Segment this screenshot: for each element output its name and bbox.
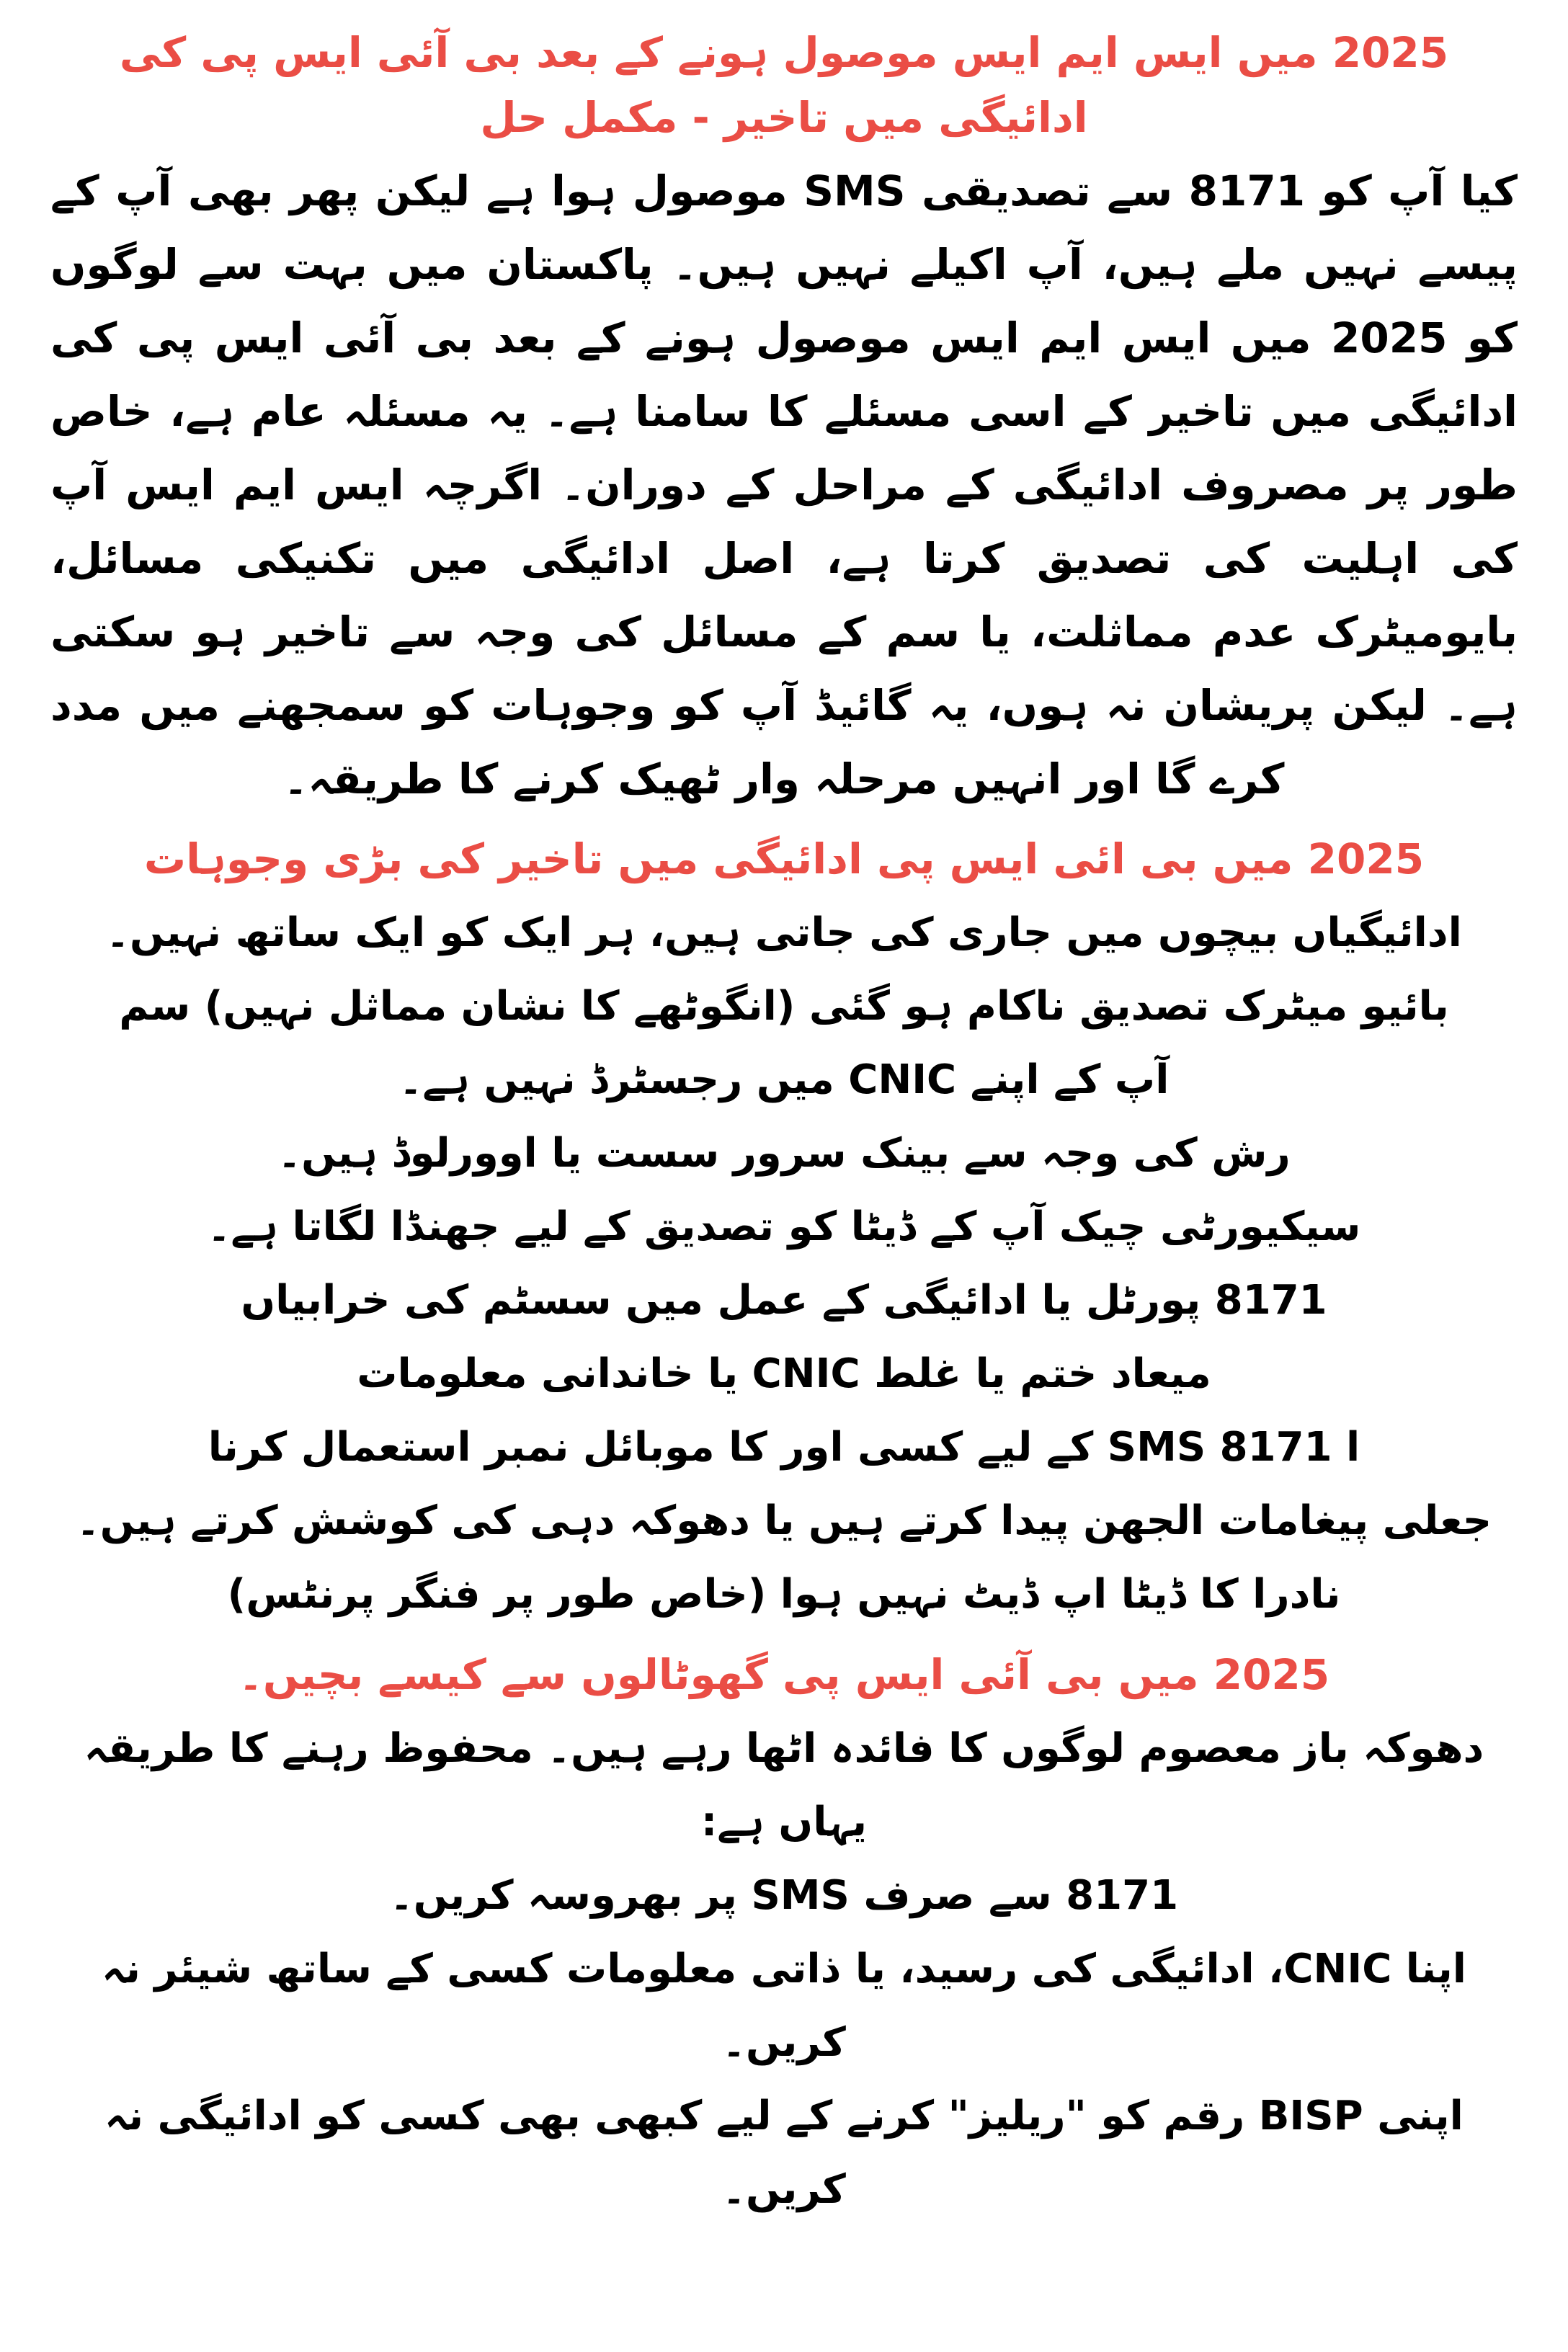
list-item: نادرا کا ڈیٹا اپ ڈیٹ نہیں ہوا (خاص طور پر فنگر پرنٹس) bbox=[227, 1571, 1341, 1618]
list-item: بائیو میٹرک تصدیق ناکام ہو گئی (انگوٹھے کا نشان مماثل نہیں) سم آپ کے اپنے CNIC میں رجسٹرڈ نہیں ہے۔ bbox=[119, 983, 1449, 1103]
section-heading-scam-avoidance: 2025 میں بی آئی ایس پی گھوٹالوں سے کیسے بچیں۔ bbox=[238, 1650, 1330, 1699]
list-item: 8171 پورٹل یا ادائیگی کے عمل میں سسٹم کی خرابیاں bbox=[241, 1277, 1327, 1324]
list-item: جعلی پیغامات الجھن پیدا کرتے ہیں یا دھوکہ دہی کی کوشش کرتے ہیں۔ bbox=[76, 1497, 1492, 1544]
list-item: اپنی BISP رقم کو "ریلیز" کرنے کے لیے کبھی بھی کسی کو ادائیگی نہ کریں۔ bbox=[104, 2093, 1464, 2213]
list-item: ادائیگیاں بیچوں میں جاری کی جاتی ہیں، ہر ایک کو ایک ساتھ نہیں۔ bbox=[106, 909, 1462, 956]
list-item: اپنا CNIC، ادائیگی کی رسید، یا ذاتی معلومات کسی کے ساتھ شیئر نہ کریں۔ bbox=[102, 1946, 1466, 2066]
article-title: 2025 میں ایس ایم ایس موصول ہونے کے بعد بی آئی ایس پی کی ادائیگی میں تاخیر - مکمل حل bbox=[119, 28, 1449, 142]
list-item: سیکیورٹی چیک آپ کے ڈیٹا کو تصدیق کے لیے جھنڈا لگاتا ہے۔ bbox=[207, 1203, 1361, 1250]
intro-paragraph: کیا آپ کو 8171 سے تصدیقی SMS موصول ہوا ہے لیکن پھر بھی آپ کے پیسے نہیں ملے ہیں، آپ اکیلے نہیں ہیں۔ پاکستان میں بہت سے لوگوں کو 2025 میں ایس ایم ایس موصول ہونے کے بعد بی آئی ایس پی کی ادائیگی میں تاخیر کے اسی مسئلے کا سامنا ہے۔ یہ مسئلہ عام ہے، خاص طور پر مصروف ادائیگی کے مراحل کے دوران۔ اگرچہ ایس ایم ایس آپ کی اہلیت کی تصدیق کرتا ہے، اصل ادائیگی میں تکنیکی مسائل، بایومیٹرک عدم مماثلت، یا سم کے مسائل کی وجہ سے تاخیر ہو سکتی ہے۔ لیکن پریشان نہ ہوں، یہ گائیڈ آپ کو وجوہات کو سمجھنے میں مدد کرے گا اور انہیں مرحلہ وار ٹھیک کرنے کا طریقہ۔ bbox=[50, 166, 1518, 803]
delay-reasons-list bbox=[50, 896, 1518, 1631]
list-item: رش کی وجہ سے بینک سرور سست یا اوورلوڈ ہیں۔ bbox=[277, 1130, 1291, 1177]
list-item: ا SMS 8171 کے لیے کسی اور کا موبائل نمبر استعمال کرنا bbox=[208, 1424, 1360, 1471]
scam-intro: دھوکہ باز معصوم لوگوں کا فائدہ اٹھا رہے ہیں۔ محفوظ رہنے کا طریقہ یہاں ہے: bbox=[84, 1725, 1484, 1845]
scam-tips-list bbox=[50, 1859, 1518, 2227]
list-item: 8171 سے صرف SMS پر بھروسہ کریں۔ bbox=[389, 1872, 1179, 1919]
section-heading-delay-reasons: 2025 میں بی ائی ایس پی ادائیگی میں تاخیر کی بڑی وجوہات bbox=[143, 834, 1425, 883]
list-item: میعاد ختم یا غلط CNIC یا خاندانی معلومات bbox=[357, 1350, 1211, 1397]
